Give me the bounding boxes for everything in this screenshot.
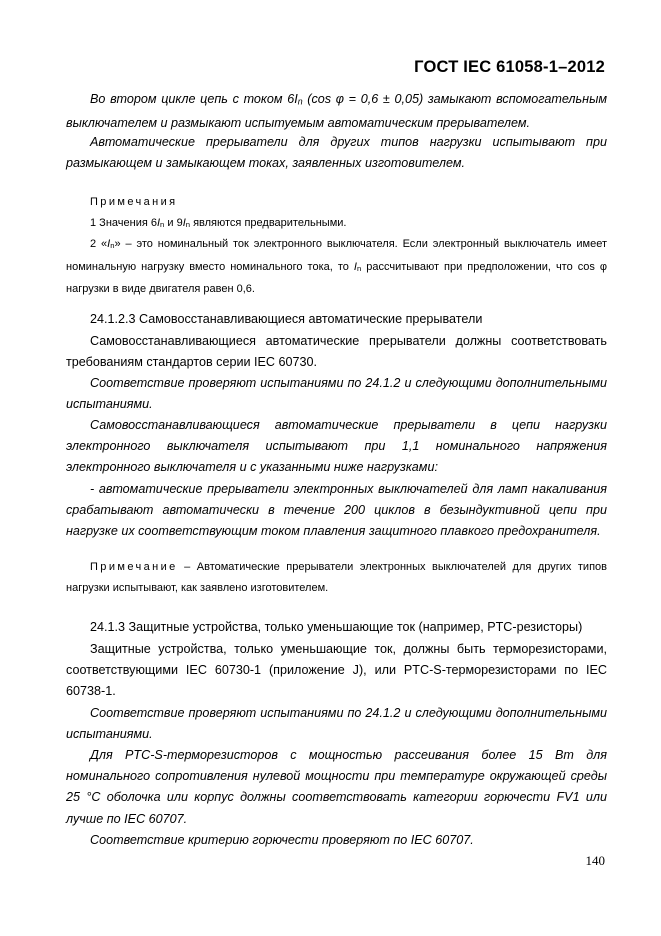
text: I xyxy=(294,92,298,106)
note-self-resetting xyxy=(66,557,607,598)
document-header: ГОСТ IEC 61058-1–2012 xyxy=(414,58,605,76)
text: I xyxy=(182,217,186,229)
paragraph-other-loads: Автоматические прерыватели для других типов нагрузки испытывают при размыкающем и замыкающем токах, заявленных изготовителем. xyxy=(66,135,607,171)
subscript: n xyxy=(297,96,303,107)
text: 2 « xyxy=(90,238,108,250)
page-number: 140 xyxy=(585,853,605,868)
subscript: n xyxy=(356,263,362,273)
text: являются предварительными. xyxy=(190,217,347,229)
paragraph-compliance-1: Соответствие проверяют испытаниями по 24.1.2 и следующими дополнительными испытаниями. xyxy=(66,376,607,412)
text: I xyxy=(156,217,161,229)
paragraph-flammability: Соответствие критерию горючести проверяют по IEC 60707. xyxy=(90,833,474,847)
paragraph-self-resetting: Самовосстанавливающиеся автоматические прерыватели должны соответствовать требованиям стандартов серии IEC 60730. xyxy=(66,334,607,370)
subscript: n xyxy=(160,220,165,230)
notes-heading: Примечания xyxy=(90,196,178,208)
section-heading-24-1-2-3: 24.1.2.3 Самовосстанавливающиеся автоматические прерыватели xyxy=(90,312,483,326)
text: Во втором цикле цепь с током 6 xyxy=(90,92,295,106)
paragraph-ptc-s: Для PTC-S-терморезисторов с мощностью рассеивания более 15 Вт для номинального сопротивления нулевой мощности при температуре окружающей среды 25 °С оболочка или корпус должны соответствовать категории горючести FV1 или лучше по IEC 60707. xyxy=(66,748,607,826)
text: (cos φ = 0,6 ± 0,05) замыкают вспомогательным выключателем и размыкают испытуемым автоматическим прерывателем. xyxy=(66,92,607,130)
text: 1 Значения 6 xyxy=(90,217,157,229)
text: – Автоматические прерыватели электронных выключателей для других типов нагрузки испытывают, как заявлено изготовителем. xyxy=(66,561,607,594)
subscript: n xyxy=(110,241,115,251)
text: » – это номинальный ток электронного выключателя. Если электронный выключатель имеет номинальную нагрузку вместо номинального тока, то xyxy=(66,238,607,273)
subscript: n xyxy=(185,220,191,230)
note-1 xyxy=(66,213,607,236)
paragraph-compliance-2: Соответствие проверяют испытаниями по 24.1.2 и следующими дополнительными испытаниями. xyxy=(66,706,607,742)
note-2 xyxy=(66,234,607,300)
text: рассчитывают при предположении, что cos φ нагрузки в виде двигателя равен 0,6. xyxy=(66,260,607,296)
paragraph-protective-devices: Защитные устройства, только уменьшающие ток, должны быть терморезисторами, соответствующими IEC 60730-1 (приложение J), или PTC-S-терморезисторами по IEC 60738-1. xyxy=(66,642,607,699)
section-heading-24-1-3: 24.1.3 Защитные устройства, только уменьшающие ток (например, PTC-резисторы) xyxy=(90,620,583,634)
paragraph-second-cycle xyxy=(66,89,607,134)
text: I xyxy=(353,260,357,273)
note-label: Примечание xyxy=(90,561,178,573)
paragraph-test-conditions: Самовосстанавливающиеся автоматические прерыватели в цепи нагрузки электронного выключателя испытывают при 1,1 номинального напряжения электронного выключателя и с указанными ниже нагрузками: xyxy=(66,418,607,475)
text: I xyxy=(107,238,111,250)
text: и 9 xyxy=(164,217,183,229)
paragraph-incandescent: - автоматические прерыватели электронных выключателей для ламп накаливания срабатывают автоматически в течение 200 циклов в безындуктивной цепи при нагрузке их соответствующим током плавления защитного плавкого предохранителя. xyxy=(66,482,607,539)
